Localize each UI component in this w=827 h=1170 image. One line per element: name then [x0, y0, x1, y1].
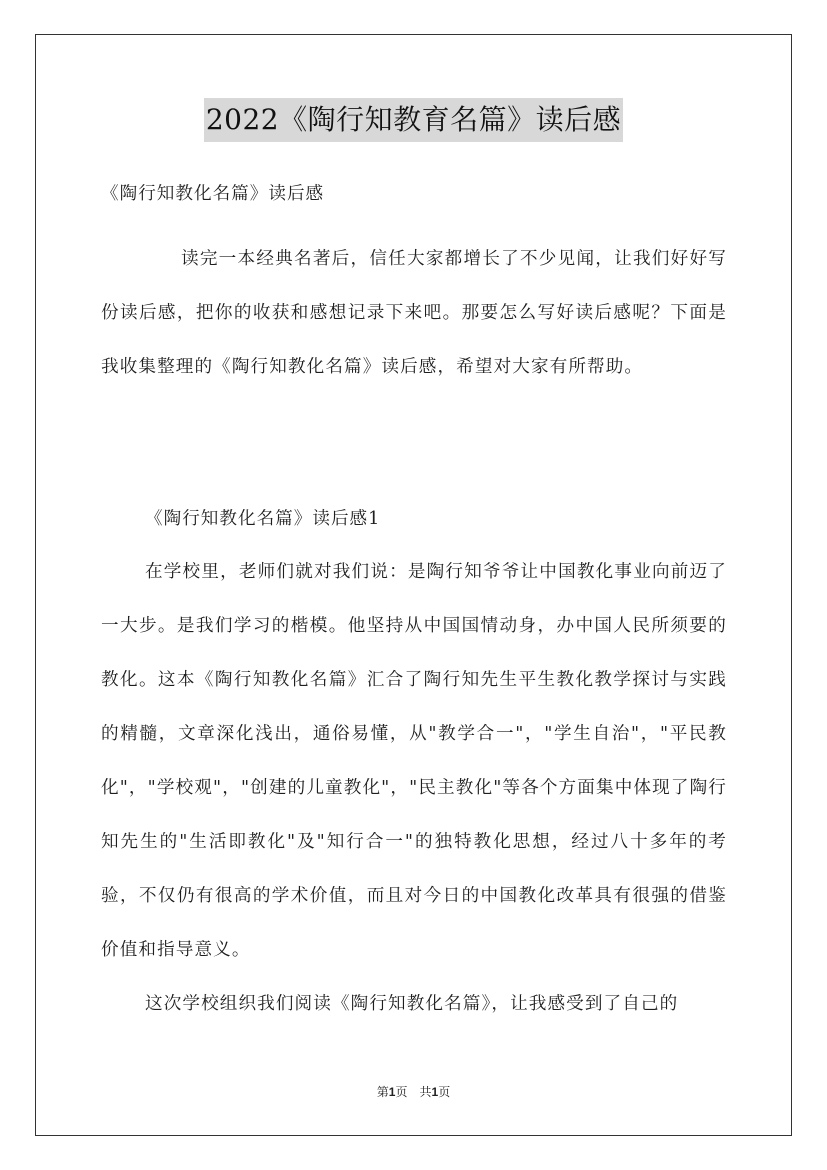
document-title: 2022《陶行知教育名篇》读后感 — [204, 98, 623, 142]
footer-page-suffix: 页 — [438, 1085, 451, 1099]
page-footer — [0, 1084, 827, 1100]
footer-page-prefix: 第 — [376, 1085, 389, 1099]
footer-page-total: 1 — [431, 1085, 439, 1099]
footer-page-mid: 页 共 — [395, 1085, 432, 1099]
title-container — [0, 98, 827, 142]
document-subtitle: 《陶行知教化名篇》读后感 — [101, 184, 325, 204]
footer-page-current: 1 — [388, 1085, 396, 1099]
body-paragraph-2: 这次学校组织我们阅读《陶行知教化名篇》，让我感受到了自己的 — [145, 994, 679, 1014]
section-heading: 《陶行知教化名篇》读后感1 — [145, 509, 381, 529]
body-paragraph-1: 在学校里，老师们就对我们说：是陶行知爷爷让中国教化事业向前迈了一大步。是我们学习的楷模。他坚持从中国国情动身，办中国人民所须要的教化。这本《陶行知教化名篇》汇合了陶行知先生平生教化教学探讨与实践的精髓，文章深化浅出，通俗易懂，从"教学合一"，"学生自治"，"平民教化"，"学校观"，"创建的儿童教化"，"民主教化"等各个方面集中体现了陶行知先生的"生活即教化"及"知行合一"的独特教化思想，经过八十多年的考验，不仅仍有很高的学术价值，而且对今日的中国教化改革具有很强的借鉴价值和指导意义。 — [101, 562, 727, 960]
intro-paragraph: 读完一本经典名著后，信任大家都增长了不少见闻，让我们好好写份读后感，把你的收获和感想记录下来吧。那要怎么写好读后感呢？下面是我收集整理的《陶行知教化名篇》读后感，希望对大家有所帮助。 — [101, 249, 727, 377]
